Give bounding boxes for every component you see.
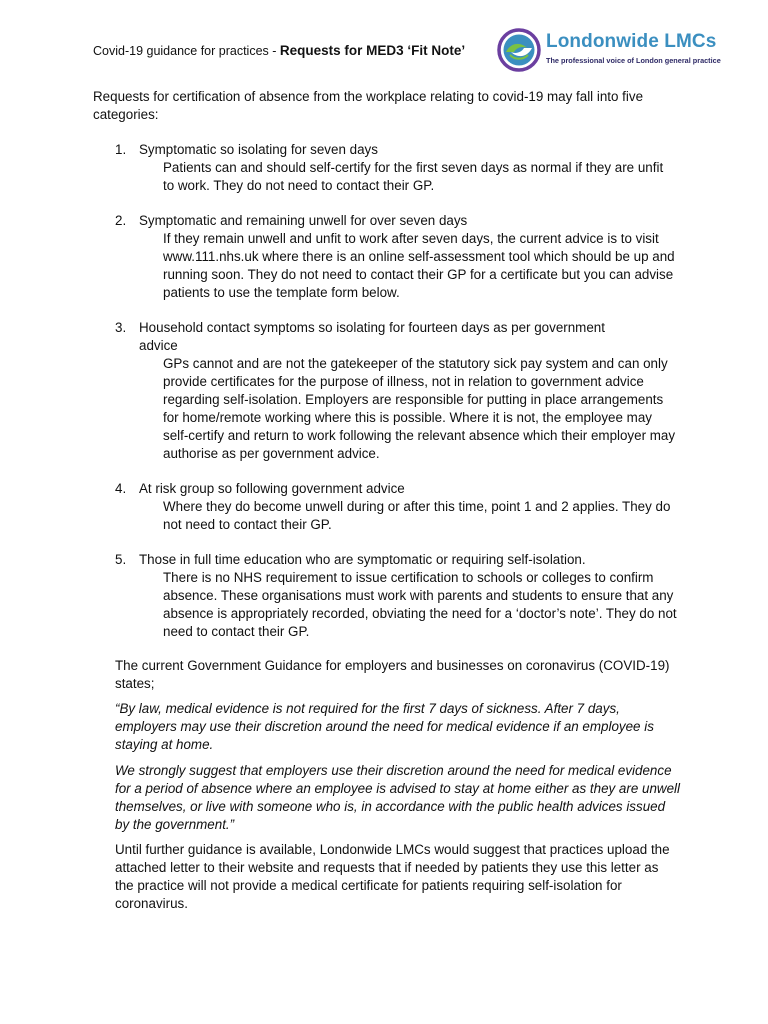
list-item-title	[115, 551, 675, 569]
list-item-number: 5.	[115, 552, 127, 567]
header-heading: Requests for MED3 ‘Fit Note’	[279, 43, 466, 58]
guidance-quote-2: We strongly suggest that employers use their discretion around the need for medical evidence for a period of absence where an employee is advised to stay at home either as they are unwell themselves, or live with someone who is, in accordance with the public health advices issued by the government.”	[115, 763, 680, 832]
list-item-number: 1.	[115, 142, 127, 157]
list-item-number: 4.	[115, 481, 127, 496]
logo-tagline: The professional voice of London general practice	[546, 56, 721, 65]
list-item-title	[115, 480, 675, 498]
list-item-body: If they remain unwell and unfit to work after seven days, the current advice is to visit www.111.nhs.uk where there is an online self-assessment tool which should be up and running soon. They do not need to contact their GP for a certificate but you can advise patients to use the template form below.	[163, 231, 675, 300]
logo-name: Londonwide LMCs	[546, 31, 717, 52]
list-item-title-text: Symptomatic so isolating for seven days	[139, 142, 378, 157]
list-item-body: Patients can and should self-certify for the first seven days as normal if they are unfit to work. They do not need to contact their GP.	[163, 160, 664, 193]
list-item-title-text: Symptomatic and remaining unwell for over seven days	[139, 213, 468, 228]
list-item-title-text: At risk group so following government advice	[139, 481, 405, 496]
guidance-quote-1: “By law, medical evidence is not required for the first 7 days of sickness. After 7 days, employers may use their discretion around the need for medical evidence if an employee is staying at home.	[115, 701, 654, 752]
guidance-intro: The current Government Guidance for employers and businesses on coronavirus (COVID-19) states;	[115, 658, 670, 691]
list-item-number: 3.	[115, 320, 127, 335]
list-item-body: Where they do become unwell during or after this time, point 1 and 2 applies. They do not need to contact their GP.	[163, 499, 671, 532]
list-item-body: There is no NHS requirement to issue certification to schools or colleges to confirm absence. These organisations must work with parents and students to ensure that any absence is appropriately recorded, obviating the need for a ‘doctor’s note’. They do not need to contact their GP.	[163, 570, 677, 639]
list-item-title	[115, 319, 675, 355]
list-item-body: GPs cannot and are not the gatekeeper of the statutory sick pay system and can only provide certificates for the purpose of illness, not in relation to government advice regarding self-isolation. Employers are responsible for putting in place arrangements for home/remote working where this is possible. Where it is not, the employee may self-certify and return to work following the relevant absence which their employer may authorise as per government advice.	[163, 356, 676, 461]
header-prefix: Covid-19 guidance for practices -	[93, 44, 280, 58]
list-item-title-text: Household contact symptoms so isolating for fourteen days as per government	[139, 320, 605, 335]
closing-paragraph: Until further guidance is available, Londonwide LMCs would suggest that practices upload the attached letter to their website and requests that if needed by patients they use this letter as the practice will not provide a medical certificate for patients requiring self-isolation for coronavirus.	[115, 842, 670, 911]
logo-mark-icon	[497, 28, 541, 72]
intro-paragraph: Requests for certification of absence from the workplace relating to covid-19 may fall into five categories:	[93, 89, 644, 122]
londonwide-lmcs-logo	[497, 28, 727, 74]
list-item-title-text-cont: advice	[139, 338, 178, 353]
list-item-title	[115, 212, 675, 230]
list-item-title	[115, 141, 675, 159]
list-item-number: 2.	[115, 213, 127, 228]
list-item-title-text: Those in full time education who are symptomatic or requiring self-isolation.	[139, 552, 586, 567]
header-title	[93, 43, 465, 58]
